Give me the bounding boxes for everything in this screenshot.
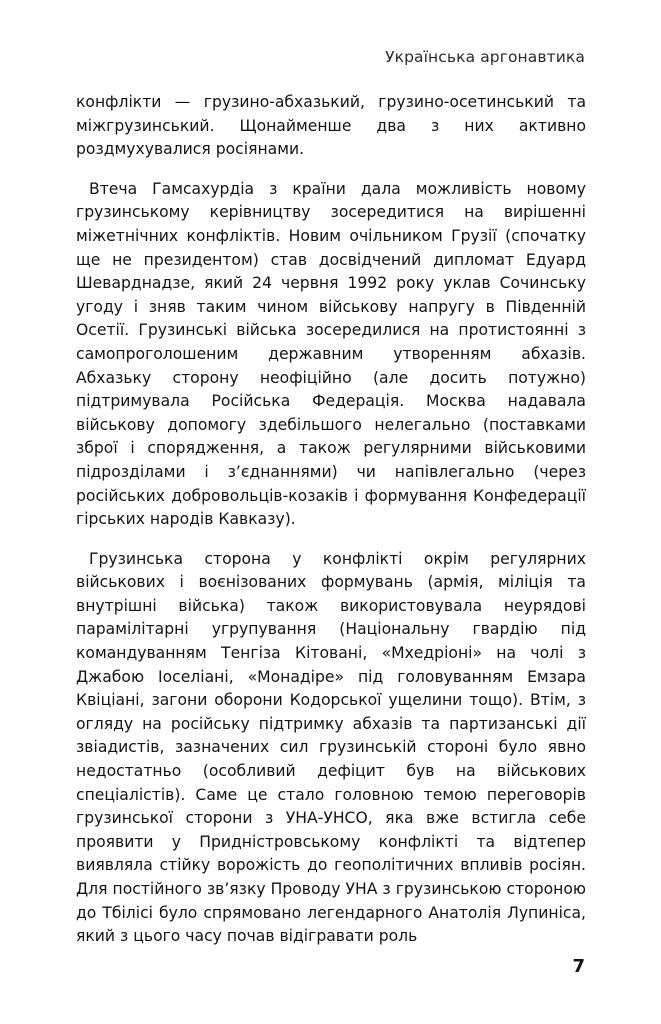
paragraph-1: конфлікти — грузино-абхазький, грузино-осетинський та міжгрузинський. Щонайменше два з них активно роздмухувалися росіянами. bbox=[76, 93, 586, 159]
running-header: Українська аргонавтика bbox=[385, 48, 585, 66]
paragraph-3: Грузинська сторона у конфлікті окрім регулярних військових і воєнізованих формувань (армія, міліція та внутрішні війська) також використовувала неурядові парамілітарні угрупування (Національну гвардію під командуванням Тенгіза Кітовані, «Мхедріоні» на чолі з Джабою Іоселіані, «Монадіре» під головуванням Емзара Квіціані, загони оборони Кодорської ущелини тощо). Втім, з огляду на російську підтримку абхазів та партизанські дії звіадистів, зазначених сил грузинській стороні було явно недостатньо (особливий дефіцит був на військових спеціалістів). Саме це стало головною темою переговорів грузинської сторони з УНА-УНСО, яка вже встигла себе проявити у Придністровському конфлікті та відтепер виявляла стійку ворожість до геополітичних впливів росіян. Для постійного зв’язку Проводу УНА з грузинською стороною до Тбілісі було спрямовано легендарного Анатолія Лупиніса, який з цього часу почав відігравати роль bbox=[76, 549, 586, 946]
page-number: 7 bbox=[572, 956, 585, 977]
paragraph-2: Втеча Гамсахурдіа з країни дала можливість новому грузинському керівництву зосередитися на вирішенні міжетнічних конфліктів. Новим очільником Грузії (спочатку ще не президентом) став досвідчений дипломат Едуард Шеварднадзе, який 24 червня 1992 року уклав Сочинську угоду і зняв таким чином військову напругу в Південній Осетії. Грузинські війська зосередилися на протистоянні з самопроголошеним державним утворенням абхазів. Абхазьку сторону неофіційно (але досить потужно) підтримувала Російська Федерація. Москва надавала військову допомогу здебільшого нелегально (поставками зброї і спорядження, а також регулярними військовими підрозділами і з’єднаннями) чи напівлегально (через російських добровольців-козаків і формування Конфедерації гірських народів Кавказу). bbox=[76, 179, 586, 529]
body-text bbox=[76, 91, 586, 949]
